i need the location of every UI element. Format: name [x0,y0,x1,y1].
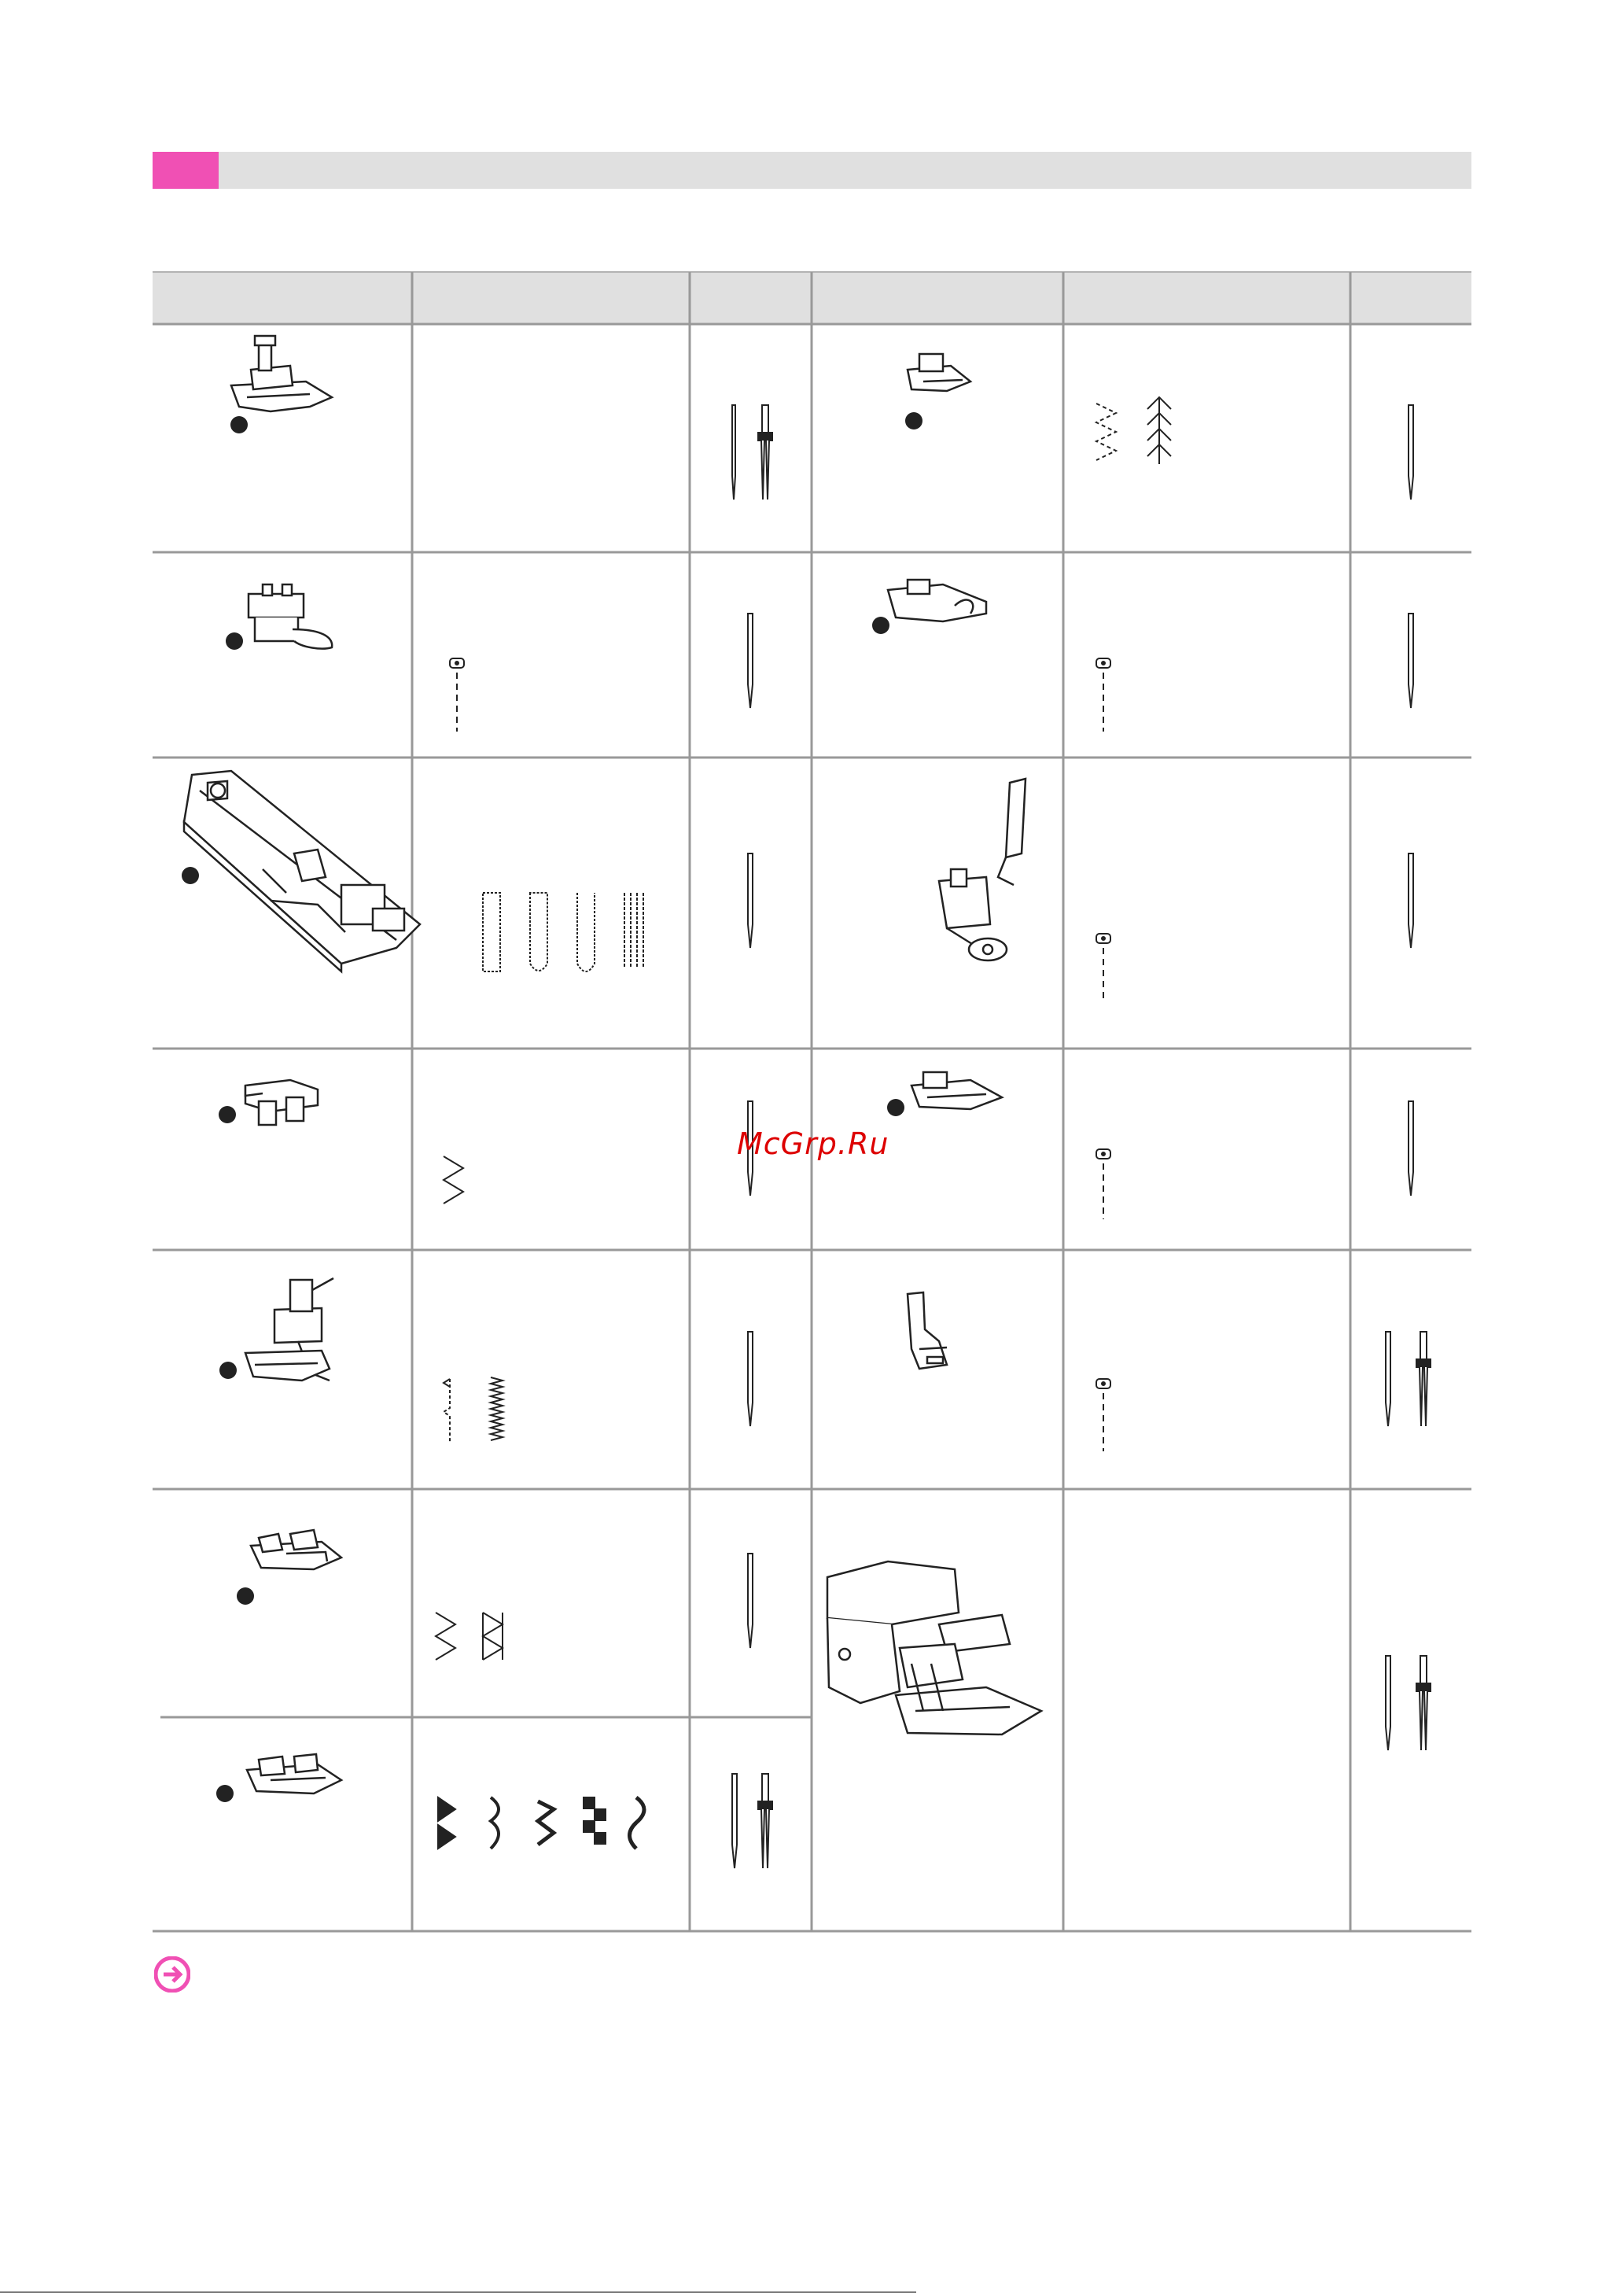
decorative-stitch-patterns [438,1797,644,1849]
buttonhole-stitch-patterns [483,893,643,971]
section-header-accent [153,152,219,189]
multi-zigzag-stitch-pattern [436,1613,503,1660]
presser-foot-table [153,271,1471,1933]
straight-stitch-pattern [1096,658,1110,732]
zigzag-foot-icon [230,336,332,433]
straight-stitch-pattern [450,658,464,732]
walking-foot-icon [827,1561,1041,1734]
cording-foot-icon [219,1278,333,1381]
straight-stitch-pattern [1096,1379,1110,1451]
straight-stitch-pattern [1096,934,1110,1003]
button-sewing-foot-icon [939,779,1026,960]
zipper-foot-icon [908,1292,947,1369]
overcasting-foot-icon [226,584,332,650]
feather-stitch-pattern [1147,397,1171,464]
buttonhole-foot-icon [182,771,420,971]
zigzag-stitch-pattern [444,1156,463,1204]
straight-stitch-pattern [1096,1149,1110,1219]
monogramming-stitch-pattern [1096,404,1116,460]
arrow-circle-icon [154,1956,190,1993]
table-rules [153,271,1471,1931]
open-toe-foot-icon [887,1072,1002,1116]
quilting-foot-icon [216,1754,341,1802]
blind-stitch-foot-icon [219,1080,318,1125]
watermark-text: McGrp.Ru [737,1126,889,1161]
straight-stitch-foot-icon [905,354,970,429]
satin-zigzag-stitch-pattern [491,1377,503,1440]
blind-stitch-pattern [444,1379,450,1443]
monogramming-foot-icon [872,580,986,634]
section-header-bar [153,152,1471,189]
narrow-hemmer-foot-icon [237,1530,341,1605]
